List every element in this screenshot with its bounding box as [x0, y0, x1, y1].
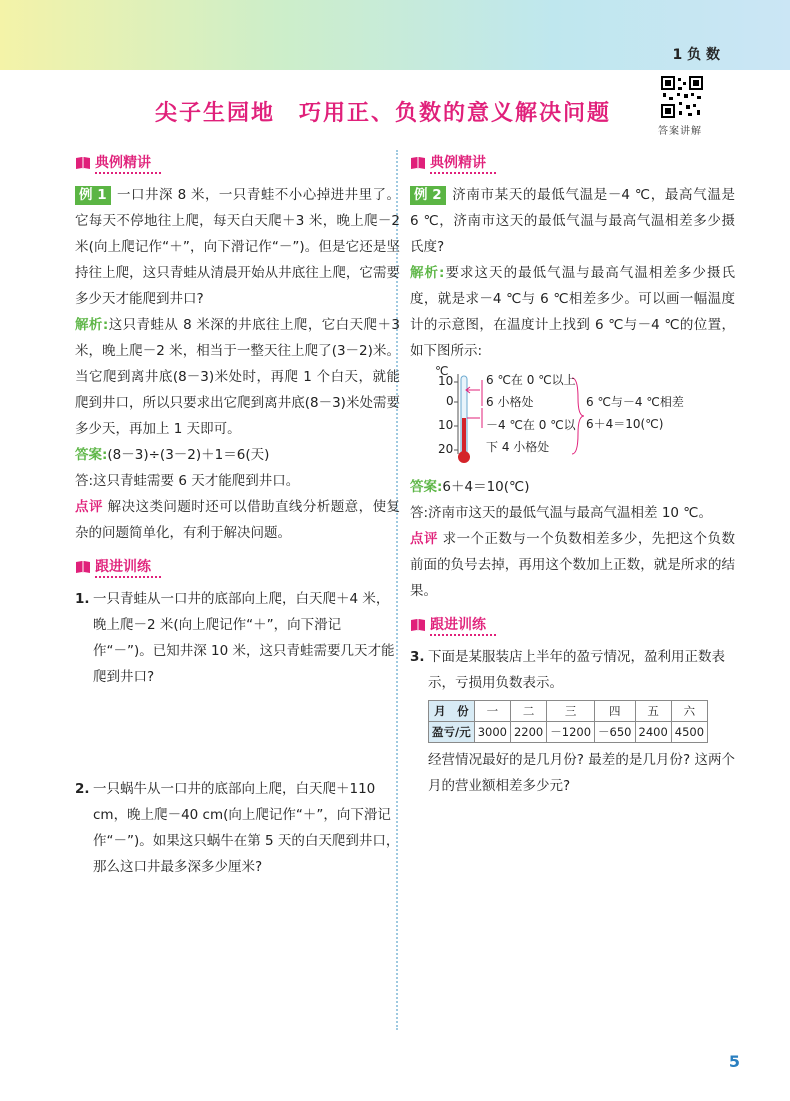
table-cell: 二 — [510, 701, 546, 722]
analysis-label: 解析: — [410, 265, 445, 281]
header-band — [0, 0, 790, 70]
right-column — [410, 150, 735, 799]
thermometer-note: 下 4 小格处 — [486, 440, 550, 454]
table-cell: －1200 — [547, 722, 595, 743]
analysis — [75, 312, 400, 442]
table-cell: 2400 — [635, 722, 671, 743]
comment — [410, 526, 735, 604]
chapter-label: 1 负 数 — [672, 47, 720, 63]
section-title: 跟进训练 — [430, 614, 496, 636]
thermometer-note: －4 ℃在 0 ℃以 — [486, 418, 576, 432]
tick-label: 20 — [438, 442, 454, 456]
profit-loss-table — [428, 700, 708, 743]
question-text: 一只青蛙从一口井的底部向上爬，白天爬＋4 米，晚上爬－2 米(向上爬记作“＋”，向下滑记作“－”)。已知井深 10 米，这只青蛙需要几天才能爬到井口? — [93, 591, 395, 685]
qr-label: 答案讲解 — [658, 126, 702, 137]
question-1 — [75, 586, 400, 690]
section-heading — [410, 150, 735, 176]
thermometer-note: 6＋4＝10(℃) — [586, 417, 664, 431]
question-number: 3. — [410, 649, 425, 665]
example-text: 济南市某天的最低气温是－4 ℃，最高气温是 6 ℃，济南市这天的最低气温与最高气温相差多少摄氏度? — [410, 187, 735, 255]
page-number: 5 — [728, 1052, 740, 1071]
table-row — [429, 701, 708, 722]
question-number: 1. — [75, 591, 90, 607]
answer-label: 答案: — [75, 447, 108, 463]
comment-label: 点评 — [410, 531, 438, 547]
book-icon — [410, 155, 426, 171]
left-column — [75, 150, 400, 880]
analysis-text: 这只青蛙从 8 米深的井底往上爬，它白天爬＋3 米，晚上爬－2 米，相当于一整天往上爬了(3－2)米。当它爬到离井底(8－3)米处时，再爬 1 个白天，就能爬到井口，所以只要求出它爬到离井底(8－3)米处需要多少天，再加上 1 天即可。 — [75, 317, 400, 437]
comment-text: 求一个正数与一个负数相差多少，先把这个负数前面的负号去掉，再用这个数加上正数，就是所求的结果。 — [410, 531, 736, 599]
book-icon — [410, 617, 426, 633]
table-cell: 4500 — [671, 722, 707, 743]
answer-statement: 答:这只青蛙需要 6 天才能爬到井口。 — [75, 473, 300, 489]
thermometer-note: 6 ℃在 0 ℃以上 — [486, 373, 576, 387]
section-title: 跟进训练 — [95, 556, 161, 578]
question-text: 一只蜗牛从一口井的底部向上爬，白天爬＋110 cm，晚上爬－40 cm(向上爬记作“＋”，向下滑记作“－”)。如果这只蜗牛在第 5 天的白天爬到井口，那么这口井最多深多少厘米? — [93, 781, 400, 875]
table-cell: 一 — [474, 701, 510, 722]
section-title: 典例精讲 — [430, 152, 496, 174]
table-cell: 六 — [671, 701, 707, 722]
answer-text: 6＋4＝10(℃) — [442, 479, 530, 495]
section-heading — [410, 612, 735, 638]
tick-label: 10 — [438, 418, 454, 432]
question-3 — [410, 644, 735, 696]
section-title: 典例精讲 — [95, 152, 161, 174]
comment-label: 点评 — [75, 499, 103, 515]
example-tag: 例 1 — [75, 186, 111, 205]
table-cell: 五 — [635, 701, 671, 722]
book-icon — [75, 559, 91, 575]
tick-label: 10 — [438, 374, 454, 388]
book-icon — [75, 155, 91, 171]
answer-label: 答案: — [410, 479, 443, 495]
question-text: 下面是某服装店上半年的盈亏情况，盈利用正数表示，亏损用负数表示。 — [428, 649, 725, 691]
analysis-text: 要求这天的最低气温与最高气温相差多少摄氏度，就是求－4 ℃与 6 ℃相差多少。可以画一幅温度计的示意图，在温度计上找到 6 ℃与－4 ℃的位置，如下图所示: — [410, 265, 735, 359]
table-cell: －650 — [595, 722, 635, 743]
analysis-label: 解析: — [75, 317, 109, 333]
answer-statement: 答:济南市这天的最低气温与最高气温相差 10 ℃。 — [410, 505, 712, 521]
comment — [75, 494, 400, 546]
section-heading — [75, 150, 400, 176]
table-cell: 三 — [547, 701, 595, 722]
answer — [410, 474, 735, 500]
example-tag: 例 2 — [410, 186, 446, 205]
thermometer-note: 6 ℃与－4 ℃相差 — [586, 395, 684, 409]
answer — [75, 442, 400, 468]
page-title: 尖子生园地 巧用正、负数的意义解决问题 — [155, 101, 612, 126]
tick-label: 0 — [446, 394, 454, 408]
example-2 — [410, 182, 735, 260]
table-cell: 四 — [595, 701, 635, 722]
thermometer-note: 6 小格处 — [486, 395, 534, 409]
table-cell: 2200 — [510, 722, 546, 743]
table-header-cell: 月 份 — [429, 701, 475, 722]
thermometer-diagram — [410, 364, 735, 468]
section-heading — [75, 554, 400, 580]
example-1 — [75, 182, 400, 312]
question-2 — [75, 776, 400, 880]
question-number: 2. — [75, 781, 90, 797]
comment-text: 解决这类问题时还可以借助直线分析题意，使复杂的问题简单化，有利于解决问题。 — [75, 499, 401, 541]
analysis — [410, 260, 735, 364]
example-text: 一口井深 8 米，一只青蛙不小心掉进井里了。它每天不停地往上爬，每天白天爬＋3 米，晚上爬－2 米(向上爬记作“＋”，向下滑记作“－”)。但是它还是坚持往上爬，这只青蛙从清晨开始从井底往上爬，它需要多少天才能爬到井口? — [75, 187, 400, 307]
table-row — [429, 722, 708, 743]
question-followup: 经营情况最好的是几月份? 最差的是几月份? 这两个月的营业额相差多少元? — [428, 752, 735, 794]
thermometer-unit: ℃ — [435, 364, 449, 378]
qr-code-icon[interactable] — [660, 75, 704, 119]
table-header-cell: 盈亏/元 — [429, 722, 475, 743]
answer-text: (8－3)÷(3－2)＋1＝6(天) — [107, 447, 270, 463]
table-cell: 3000 — [474, 722, 510, 743]
